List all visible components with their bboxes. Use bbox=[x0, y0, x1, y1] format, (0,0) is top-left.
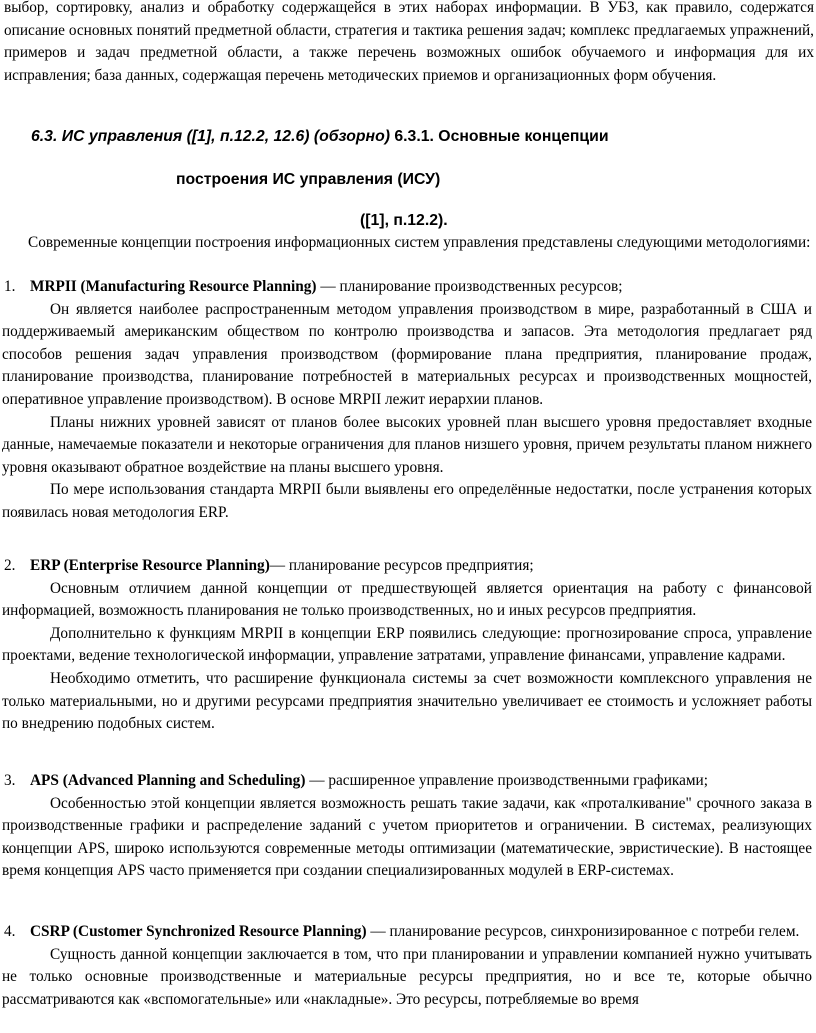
list-item-1-paragraph-3: По мере использования стандарта MRPII были выявлены его определённые недостатки, после устранения которых появилась новая методология ERP. bbox=[2, 481, 812, 521]
list-item-2-paragraph-1: Основным отличием данной концепции от предшествующей является ориентация на работу с финансовой информацией, возможность планирования не только производственных, но и иных ресурсов предприятия. bbox=[2, 579, 812, 620]
list-item-1-definition: — планирование производственных ресурсов; bbox=[316, 278, 623, 295]
intro-paragraph: выбор, сортировку, анализ и обработку содержащейся в этих наборах информации. В УБЗ, как правило, содержатся описание основных понятий предметной области, стратегия и тактика решения задач; комплекс предлагаемых упражнений, примеров и задач предметной области, а также перечень возможных ошибок обучаемого и информация для их исправления; база данных, содержащая перечень методических приемов и организационных форм обучения. bbox=[4, 0, 814, 84]
list-item-1-term: MRPII (Manufacturing Resource Planning) bbox=[30, 278, 317, 295]
section-heading-line1 bbox=[31, 127, 791, 147]
list-item-1 bbox=[2, 276, 812, 525]
list-item-2-term: ERP (Enterprise Resource Planning) bbox=[30, 557, 270, 574]
list-item-1-paragraph-1: Он является наиболее распространенным методом управления производством в мире, разработанный в США и поддерживаемый американским обществом по контролю производства и запасов. Эта методология предлагает ряд способов решения задач управления производством (формирование плана предприятия, планирование продаж, планирование производства, планирование потребностей в материальных ресурсах и производственных мощностей, оперативное управление производством). В основе MRPII лежит иерархии планов. bbox=[2, 300, 812, 408]
list-item-2-definition: — планирование ресурсов предприятия; bbox=[269, 557, 534, 574]
list-item-2 bbox=[2, 555, 812, 736]
section-heading-italic: 6.3. ИС управления ([1], п.12.2, 12.6) (обзорно) bbox=[31, 128, 390, 145]
list-item-3-number: 3. bbox=[4, 772, 16, 789]
list-item-4-term: CSRP (Customer Synchronized Resource Planning) bbox=[30, 923, 367, 940]
section-heading-regular: 6.3.1. Основные концепции bbox=[389, 128, 609, 145]
lead-paragraph: Современные концепции построения информационных систем управления представлены следующими методологиями: bbox=[28, 234, 811, 251]
list-item-4-paragraph-1: Сущность данной концепции заключается в том, что при планировании и управлении компанией нужно учитывать не только основные производственные и материальные ресурсы предприятия, но и все те, которые обычно рассматриваются как «вспомогательные» или «накладные». Это ресурсы, потребляемые во время bbox=[2, 945, 812, 1008]
list-item-3-definition: — расширенное управление производственными графиками; bbox=[305, 772, 708, 789]
list-item-1-number: 1. bbox=[4, 278, 16, 295]
list-item-3 bbox=[2, 770, 812, 883]
section-heading-line3: ([1], п.12.2). bbox=[360, 212, 448, 229]
list-item-3-term: APS (Advanced Planning and Scheduling) bbox=[30, 772, 306, 789]
list-item-3-header bbox=[2, 770, 812, 793]
list-item-4-header bbox=[2, 921, 812, 944]
list-item-2-number: 2. bbox=[4, 557, 16, 574]
list-item-2-header bbox=[2, 555, 812, 578]
list-item-1-header bbox=[2, 276, 812, 299]
list-item-2-paragraph-3: Необходимо отметить, что расширение функционала системы за счет возможности комплексного управления не только материальными, но и другими ресурсами предприятия значительно увеличивает ее стоимость и усложняет работы по внедрению подобных систем. bbox=[2, 669, 812, 733]
list-item-2-paragraph-2: Дополнительно к функциям MRPII в концепции ERP появились следующие: прогнозирование спроса, управление проектами, ведение технологической информации, управление затратами, управление финансами, управление кадрами. bbox=[2, 624, 812, 665]
section-heading-line2: построения ИС управления (ИСУ) bbox=[176, 171, 441, 188]
list-item-3-paragraph-1: Особенностью этой концепции является возможность решать такие задачи, как «проталкивание" срочного заказа в производственные графики и распределение заданий с учетом приоритетов и ограничении. В системах, реализующих концепции APS, широко используются современные методы оптимизации (математические, эвристические). В настоящее время концепция APS часто применяется при создании специализированных модулей в ERP-системах. bbox=[2, 794, 812, 880]
list-item-1-paragraph-2: Планы нижних уровней зависят от планов более высоких уровней план высшего уровня предоставляет входные данные, намечаемые показатели и некоторые ограничения для планов низшего уровня, причем результаты планом нижнего уровня оказывают обратное воздействие на планы высшего уровня. bbox=[2, 413, 812, 476]
list-item-4-number: 4. bbox=[4, 923, 16, 940]
list-item-4-definition: — планирование ресурсов, синхронизированное с потреби гелем. bbox=[366, 923, 800, 940]
list-item-4 bbox=[2, 921, 812, 1011]
